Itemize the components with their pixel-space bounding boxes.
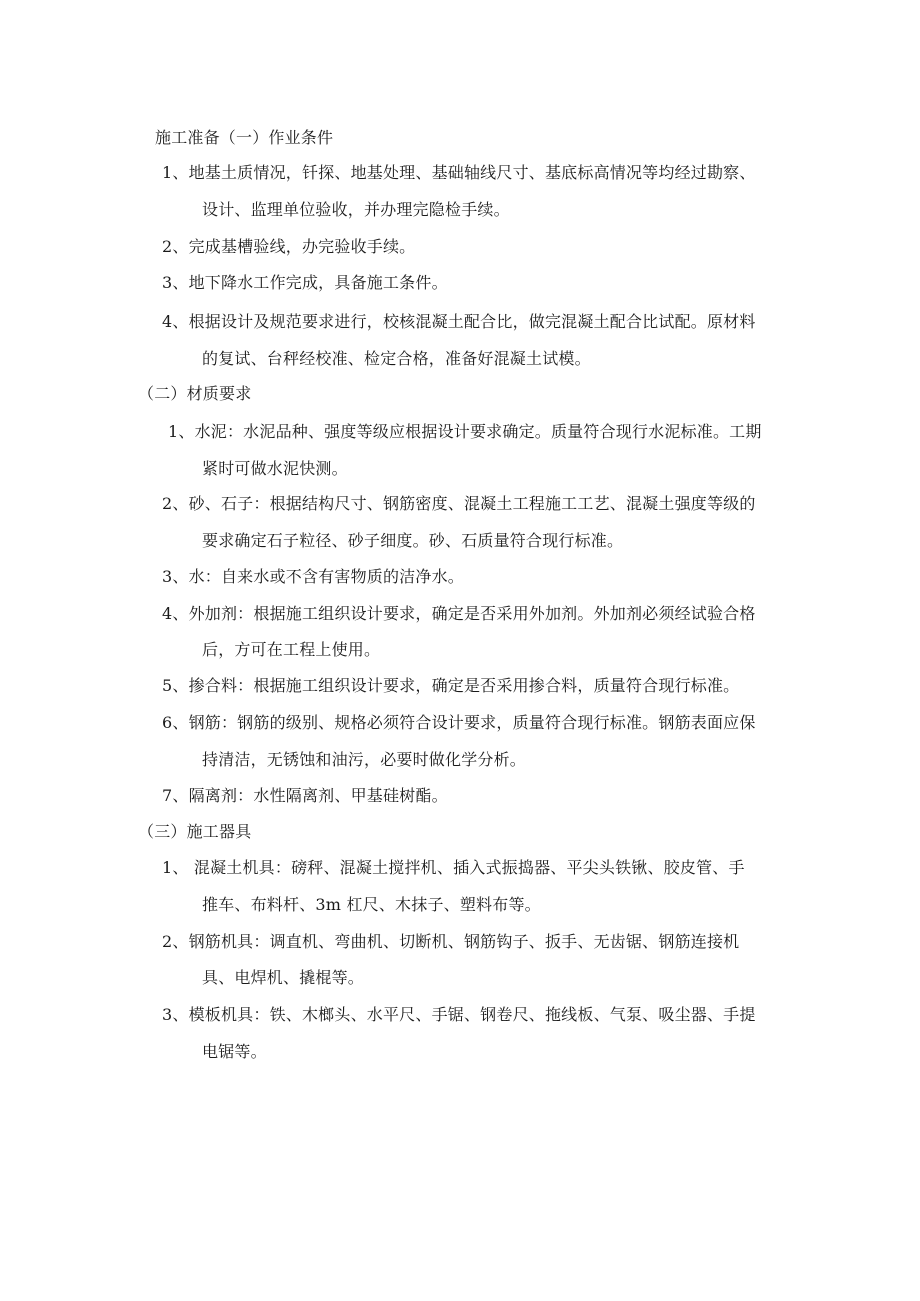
list-item-line: 6、钢筋：钢筋的级别、规格必须符合设计要求，质量符合现行标准。钢筋表面应保 — [162, 713, 756, 732]
list-item-line: 5、掺合料：根据施工组织设计要求，确定是否采用掺合料，质量符合现行标准。 — [162, 676, 740, 695]
list-item-line: 4、外加剂：根据施工组织设计要求，确定是否采用外加剂。外加剂必须经试验合格 — [162, 604, 756, 623]
list-item-continuation: 的复试、台秤经校准、检定合格，准备好混凝土试模。 — [202, 349, 591, 368]
list-item-continuation: 后，方可在工程上使用。 — [202, 640, 381, 659]
list-item-continuation: 电锯等。 — [202, 1042, 267, 1061]
list-item-line: 1、 混凝土机具：磅秤、混凝土搅拌机、插入式振捣器、平尖头铁锹、胶皮管、手 — [162, 858, 745, 877]
list-item-line: 3、水：自来水或不含有害物质的洁净水。 — [162, 567, 464, 586]
list-item-line: 1、地基土质情况，钎探、地基处理、基础轴线尺寸、基底标高情况等均经过勘察、 — [162, 163, 756, 182]
list-item-line: 3、地下降水工作完成，具备施工条件。 — [162, 273, 448, 292]
list-item-continuation: 紧时可做水泥快测。 — [202, 459, 348, 478]
list-item-line: 1、水泥：水泥品种、强度等级应根据设计要求确定。质量符合现行水泥标准。工期 — [168, 422, 762, 441]
list-item-continuation: 要求确定石子粒径、砂子细度。砂、石质量符合现行标准。 — [202, 531, 624, 550]
list-item-continuation: 设计、监理单位验收，并办理完隐检手续。 — [202, 200, 510, 219]
list-item-line: 3、模板机具：铁、木榔头、水平尺、手锯、钢卷尺、拖线板、气泵、吸尘器、手提 — [162, 1005, 756, 1024]
list-item-continuation: 推车、布料杆、3m 杠尺、木抹子、塑料布等。 — [202, 895, 541, 914]
list-item-line: 7、隔离剂：水性隔离剂、甲基硅树酯。 — [162, 786, 448, 805]
list-item-line: 4、根据设计及规范要求进行，校核混凝土配合比，做完混凝土配合比试配。原材料 — [162, 312, 756, 331]
section-heading-construction-tools: （三）施工器具 — [138, 822, 252, 841]
section-heading-work-conditions: 施工准备（一）作业条件 — [155, 128, 334, 147]
section-heading-material-requirements: （二）材质要求 — [138, 384, 252, 403]
list-item-continuation: 持清洁，无锈蚀和油污，必要时做化学分析。 — [202, 750, 527, 769]
list-item-line: 2、完成基槽验线，办完验收手续。 — [162, 237, 416, 256]
list-item-line: 2、钢筋机具：调直机、弯曲机、切断机、钢筋钩子、扳手、无齿锯、钢筋连接机 — [162, 932, 740, 951]
list-item-continuation: 具、电焊机、撬棍等。 — [202, 968, 365, 987]
list-item-line: 2、砂、石子：根据结构尺寸、钢筋密度、混凝土工程施工工艺、混凝土强度等级的 — [162, 494, 756, 513]
